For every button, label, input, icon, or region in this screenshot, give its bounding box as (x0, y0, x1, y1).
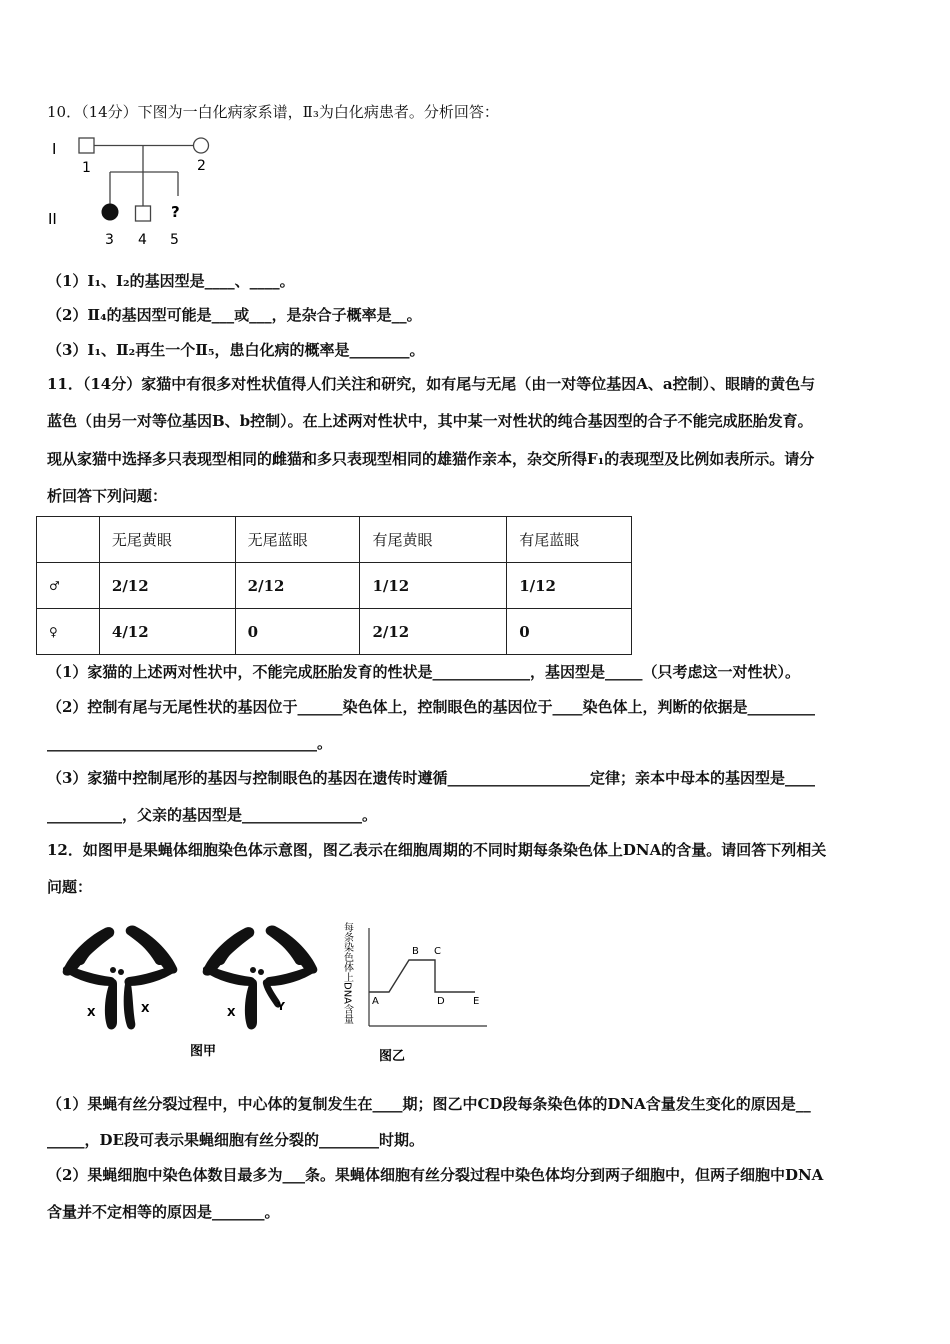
q11-part2-line1: （2）控制有尾与无尾性状的基因位于______染色体上，控制眼色的基因位于____染色体上，判断的依据是_________ (47, 698, 815, 716)
chromosome-label-x: X (141, 1002, 150, 1015)
q12-stem-line2: 问题： (47, 878, 93, 896)
table-cell: 2/12 (99, 563, 235, 609)
table-header-cell: 有尾黄眼 (360, 517, 507, 563)
table-header-cell: 无尾黄眼 (99, 517, 235, 563)
point-label-d: D (437, 996, 445, 1007)
table-cell-sex: ♀ (37, 609, 100, 655)
table-cell: 0 (507, 609, 632, 655)
individual-II5-number: 5 (170, 232, 179, 248)
dna-content-line (369, 960, 475, 992)
generation-I-label: I (52, 140, 57, 158)
figure-yi-y-axis-label: 每条染色体上DNA含量 (341, 922, 353, 1025)
male-karyotype-drawing (203, 926, 318, 1030)
q10-stem: 10．（14分）下图为一白化病家系谱，Ⅱ₃为白化病患者。分析回答： (47, 103, 499, 121)
individual-II5-unknown: ? (171, 203, 180, 221)
table-cell: 2/12 (235, 563, 360, 609)
table-row (37, 609, 632, 655)
individual-I1-number: 1 (82, 160, 91, 176)
q11-stem-line4: 析回答下列问题： (47, 487, 168, 505)
figure-jia-caption: 图甲 (190, 1044, 217, 1059)
table-cell: 1/12 (360, 563, 507, 609)
individual-I2-number: 2 (197, 158, 206, 174)
table-cell: 2/12 (360, 609, 507, 655)
table-header-cell (37, 517, 100, 563)
individual-II3-affected-female (102, 204, 118, 220)
q11-part1: （1）家猫的上述两对性状中，不能完成胚胎发育的性状是_____________，基因型是_____（只考虑这一对性状）。 (47, 663, 800, 681)
individual-I1-male (79, 138, 94, 153)
table-cell: 1/12 (507, 563, 632, 609)
point-label-b: B (412, 946, 419, 957)
q11-stem-line3: 现从家猫中选择多只表现型相同的雌猫和多只表现型相同的雄猫作亲本，杂交所得F₁的表现型及比例如表所示。请分 (47, 450, 815, 468)
q12-part1-line1: （1）果蝇有丝分裂过程中，中心体的复制发生在____期；图乙中CD段每条染色体的DNA含量发生变化的原因是__ (47, 1095, 811, 1113)
female-karyotype-drawing (63, 926, 178, 1030)
q11-part3-line2: __________，父亲的基因型是________________。 (47, 806, 378, 824)
figure-yi-dna-curve (335, 920, 495, 1070)
chromosome-label-y: Y (277, 1000, 285, 1013)
table-header-cell: 有尾蓝眼 (507, 517, 632, 563)
individual-II4-male (136, 206, 151, 221)
table-row (37, 563, 632, 609)
q12-part2-line2: 含量并不定相等的原因是_______。 (47, 1203, 280, 1221)
q12-part2-line1: （2）果蝇细胞中染色体数目最多为___条。果蝇体细胞有丝分裂过程中染色体均分到两子细胞中，但两子细胞中DNA (47, 1166, 824, 1184)
q10-part3: （3）Ⅰ₁、Ⅱ₂再生一个Ⅱ₅，患白化病的概率是________。 (47, 341, 425, 359)
pedigree-chart (44, 132, 234, 250)
q11-stem-line2: 蓝色（由另一对等位基因B、b控制）。在上述两对性状中，其中某一对性状的纯合基因型的合子不能完成胚胎发育。 (47, 412, 813, 430)
point-label-c: C (434, 946, 441, 957)
q10-part2: （2）Ⅱ₄的基因型可能是___或___，是杂合子概率是__。 (47, 306, 422, 324)
individual-I2-female (194, 138, 209, 153)
table-header-cell: 无尾蓝眼 (235, 517, 360, 563)
table-cell-sex: ♂ (37, 563, 100, 609)
chromosome-label-x: X (87, 1006, 96, 1019)
figure-jia-chromosomes (55, 920, 340, 1065)
generation-II-label: II (48, 210, 57, 228)
individual-II4-number: 4 (138, 232, 147, 248)
offspring-ratio-table (36, 516, 632, 655)
q12-part1-line2: _____，DE段可表示果蝇细胞有丝分裂的________时期。 (47, 1131, 424, 1149)
chromosome-label-x: X (227, 1006, 236, 1019)
table-cell: 0 (235, 609, 360, 655)
q11-part3-line1: （3）家猫中控制尾形的基因与控制眼色的基因在遗传时遵循___________________定律；亲本中母本的基因型是____ (47, 769, 815, 787)
table-header-row (37, 517, 632, 563)
q12-stem-line1: 12．如图甲是果蝇体细胞染色体示意图，图乙表示在细胞周期的不同时期每条染色体上DNA的含量。请回答下列相关 (47, 841, 827, 859)
table-cell: 4/12 (99, 609, 235, 655)
q10-part1: （1）Ⅰ₁、Ⅰ₂的基因型是____、____。 (47, 272, 295, 290)
q11-stem-line1: 11．（14分）家猫中有很多对性状值得人们关注和研究，如有尾与无尾（由一对等位基因A、a控制）、眼睛的黄色与 (47, 375, 816, 393)
point-label-e: E (473, 996, 480, 1007)
point-label-a: A (372, 996, 379, 1007)
individual-II3-number: 3 (105, 232, 114, 248)
figure-yi-caption: 图乙 (379, 1049, 406, 1064)
q11-part2-line2: ____________________________________。 (47, 734, 333, 752)
